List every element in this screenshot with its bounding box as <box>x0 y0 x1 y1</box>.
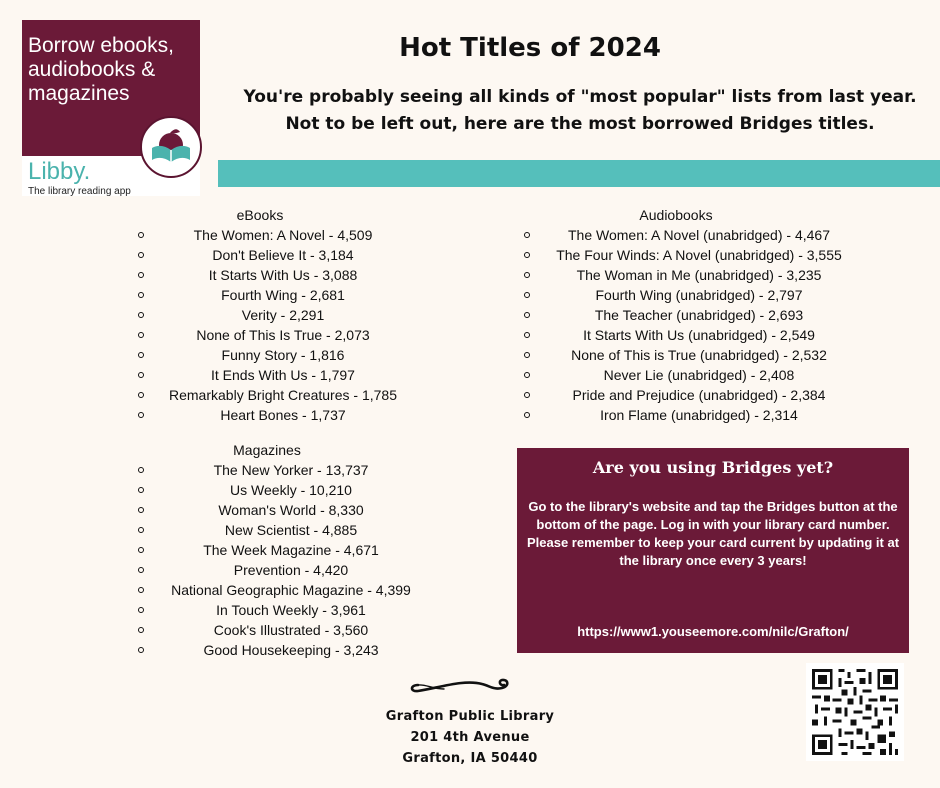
bullet-icon <box>524 252 530 258</box>
libby-reading-icon <box>140 116 202 178</box>
bullet-icon <box>138 392 144 398</box>
bullet-icon <box>138 232 144 238</box>
subtitle-line-2: Not to be left out, here are the most borrowed Bridges titles. <box>285 114 875 134</box>
list-item: Good Housekeeping - 3,243 <box>138 640 444 660</box>
library-name: Grafton Public Library <box>385 709 555 724</box>
subtitle-line-1: You're probably seeing all kinds of "most popular" lists from last year. <box>243 87 917 107</box>
bullet-icon <box>524 312 530 318</box>
list-item: The Week Magazine - 4,671 <box>138 540 444 560</box>
list-item: Verity - 2,291 <box>138 305 428 325</box>
bullet-icon <box>138 507 144 513</box>
bullet-icon <box>524 392 530 398</box>
bullet-icon <box>524 272 530 278</box>
list-item: Funny Story - 1,816 <box>138 345 428 365</box>
list-item: The Women: A Novel (unabridged) - 4,467 <box>524 225 874 245</box>
bridges-instructions: Go to the library's website and tap the Bridges button at the bottom of the page. Log in with your library card number. <box>528 499 898 532</box>
qr-code-icon[interactable] <box>806 663 904 761</box>
list-item: In Touch Weekly - 3,961 <box>138 600 444 620</box>
magazines-heading: Magazines <box>233 442 301 458</box>
list-item: Woman's World - 8,330 <box>138 500 444 520</box>
bridges-url-link[interactable]: https://www1.youseemore.com/nilc/Grafton/ <box>577 624 849 639</box>
bullet-icon <box>524 372 530 378</box>
list-item: It Starts With Us - 3,088 <box>138 265 428 285</box>
bullet-icon <box>138 607 144 613</box>
bullet-icon <box>524 292 530 298</box>
bullet-icon <box>524 332 530 338</box>
libby-app-name: Libby. <box>28 158 91 185</box>
list-item: Cook's Illustrated - 3,560 <box>138 620 444 640</box>
bridges-callout <box>517 448 909 653</box>
bullet-icon <box>138 647 144 653</box>
libby-app-tagline: The library reading app <box>28 186 131 197</box>
bullet-icon <box>138 527 144 533</box>
bullet-icon <box>138 627 144 633</box>
bullet-icon <box>524 412 530 418</box>
page-title: Hot Titles of 2024 <box>399 33 661 63</box>
list-item: The Four Winds: A Novel (unabridged) - 3,555 <box>524 245 874 265</box>
bullet-icon <box>138 467 144 473</box>
bullet-icon <box>138 252 144 258</box>
list-item: Heart Bones - 1,737 <box>138 405 428 425</box>
bullet-icon <box>524 232 530 238</box>
list-item: Fourth Wing - 2,681 <box>138 285 428 305</box>
page-subtitle <box>220 84 940 138</box>
list-item: None of This is True (unabridged) - 2,532 <box>524 345 874 365</box>
audiobooks-list <box>524 225 874 425</box>
bullet-icon <box>138 292 144 298</box>
list-item: National Geographic Magazine - 4,399 <box>138 580 444 600</box>
bridges-callout-body <box>525 498 901 570</box>
list-item: Never Lie (unabridged) - 2,408 <box>524 365 874 385</box>
bullet-icon <box>138 372 144 378</box>
list-item: Don't Believe It - 3,184 <box>138 245 428 265</box>
bullet-icon <box>524 352 530 358</box>
list-item: New Scientist - 4,885 <box>138 520 444 540</box>
libby-promo-heading: Borrow ebooks, audiobooks & magazines <box>28 34 174 105</box>
list-item: The Teacher (unabridged) - 2,693 <box>524 305 874 325</box>
ebooks-list <box>138 225 428 425</box>
list-item: Iron Flame (unabridged) - 2,314 <box>524 405 874 425</box>
library-address <box>370 706 570 769</box>
audiobooks-heading: Audiobooks <box>639 207 713 223</box>
bullet-icon <box>138 567 144 573</box>
list-item: It Starts With Us (unabridged) - 2,549 <box>524 325 874 345</box>
magazines-list <box>138 460 444 660</box>
library-street: 201 4th Avenue <box>410 730 530 745</box>
bullet-icon <box>138 332 144 338</box>
list-item: The Women: A Novel - 4,509 <box>138 225 428 245</box>
bridges-card-reminder: Please remember to keep your card current by updating it at the library once every 3 years! <box>526 535 900 568</box>
bullet-icon <box>138 547 144 553</box>
list-item: Prevention - 4,420 <box>138 560 444 580</box>
ebooks-heading: eBooks <box>236 207 284 223</box>
decorative-flourish-icon <box>404 676 516 696</box>
bullet-icon <box>138 487 144 493</box>
bullet-icon <box>138 352 144 358</box>
library-city: Grafton, IA 50440 <box>402 751 538 766</box>
list-item: Pride and Prejudice (unabridged) - 2,384 <box>524 385 874 405</box>
list-item: The Woman in Me (unabridged) - 3,235 <box>524 265 874 285</box>
list-item: Remarkably Bright Creatures - 1,785 <box>138 385 428 405</box>
libby-promo-card <box>22 20 200 196</box>
list-item: It Ends With Us - 1,797 <box>138 365 428 385</box>
bullet-icon <box>138 272 144 278</box>
list-item: Fourth Wing (unabridged) - 2,797 <box>524 285 874 305</box>
teal-divider-bar <box>218 160 940 187</box>
bullet-icon <box>138 587 144 593</box>
bridges-callout-title: Are you using Bridges yet? <box>592 458 834 477</box>
list-item: Us Weekly - 10,210 <box>138 480 444 500</box>
bullet-icon <box>138 412 144 418</box>
list-item: The New Yorker - 13,737 <box>138 460 444 480</box>
bullet-icon <box>138 312 144 318</box>
list-item: None of This Is True - 2,073 <box>138 325 428 345</box>
